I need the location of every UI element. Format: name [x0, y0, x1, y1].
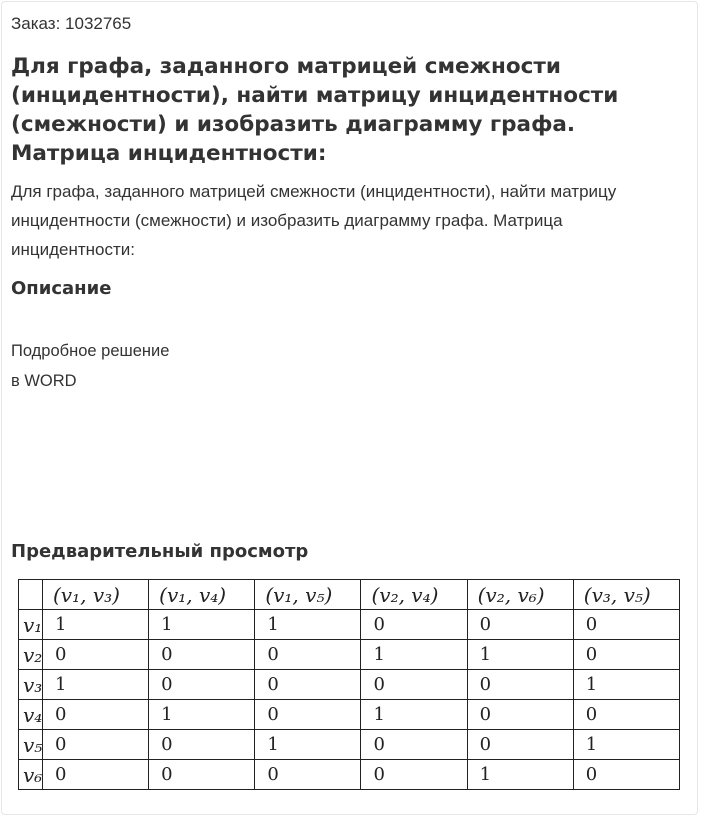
description-heading: Описание: [11, 278, 112, 299]
description-line-2: в WORD: [11, 372, 77, 390]
matrix-cell: 1: [573, 730, 679, 760]
matrix-row-header: v₄: [19, 700, 43, 730]
matrix-corner-cell: [19, 580, 43, 610]
matrix-cell: 0: [361, 760, 467, 790]
matrix-cell: 0: [573, 760, 679, 790]
matrix-cell: 0: [149, 670, 255, 700]
order-number: Заказ: 1032765: [11, 14, 132, 33]
matrix-cell: 0: [43, 760, 149, 790]
matrix-cell: 0: [467, 700, 573, 730]
matrix-column-header: (v₃, v₅): [573, 580, 679, 610]
matrix-row: [19, 610, 680, 640]
matrix-cell: 0: [43, 730, 149, 760]
matrix-cell: 1: [467, 640, 573, 670]
matrix-cell: 1: [255, 610, 361, 640]
matrix-row: [19, 670, 680, 700]
matrix-row-header: v₅: [19, 730, 43, 760]
matrix-cell: 0: [467, 670, 573, 700]
matrix-row: [19, 640, 680, 670]
matrix-column-header: (v₂, v₆): [467, 580, 573, 610]
matrix-row-header: v₃: [19, 670, 43, 700]
page-title: Для графа, заданного матрицей смежности (инцидентности), найти матрицу инцидентности (смежности) и изобразить диаграмму графа. Матрица инцидентности:: [11, 54, 619, 166]
matrix-row-header: v₂: [19, 640, 43, 670]
matrix-cell: 0: [467, 730, 573, 760]
matrix-cell: 0: [573, 610, 679, 640]
matrix-cell: 1: [255, 730, 361, 760]
task-description: Для графа, заданного матрицей смежности (инцидентности), найти матрицу инцидентности (смежности) и изобразить диаграмму графа. Матрица инцидентности:: [11, 182, 617, 259]
preview-heading: Предварительный просмотр: [11, 541, 309, 562]
matrix-cell: 0: [255, 760, 361, 790]
matrix-cell: 0: [573, 640, 679, 670]
matrix-cell: 0: [149, 730, 255, 760]
matrix-cell: 0: [361, 730, 467, 760]
matrix-cell: 1: [573, 670, 679, 700]
matrix-cell: 0: [361, 610, 467, 640]
matrix-cell: 0: [467, 610, 573, 640]
matrix-cell: 1: [43, 670, 149, 700]
matrix-row: [19, 700, 680, 730]
matrix-cell: 0: [149, 760, 255, 790]
matrix-row: [19, 730, 680, 760]
matrix-column-header: (v₁, v₄): [149, 580, 255, 610]
matrix-cell: 1: [361, 700, 467, 730]
matrix-cell: 1: [467, 760, 573, 790]
matrix-cell: 0: [255, 640, 361, 670]
matrix-cell: 1: [361, 640, 467, 670]
matrix-row-header: v₁: [19, 610, 43, 640]
matrix-cell: 0: [573, 700, 679, 730]
matrix-column-header: (v₁, v₅): [255, 580, 361, 610]
order-card: [1, 1, 698, 815]
matrix-row-header: v₆: [19, 760, 43, 790]
matrix-cell: 0: [43, 700, 149, 730]
matrix-cell: 0: [43, 640, 149, 670]
incidence-matrix-table: [18, 579, 680, 790]
matrix-cell: 1: [149, 700, 255, 730]
matrix-column-header: (v₂, v₄): [361, 580, 467, 610]
matrix-cell: 1: [149, 610, 255, 640]
matrix-cell: 0: [255, 700, 361, 730]
matrix-cell: 0: [255, 670, 361, 700]
matrix-cell: 1: [43, 610, 149, 640]
incidence-matrix-body: [19, 580, 680, 790]
matrix-header-row: [19, 580, 680, 610]
matrix-cell: 0: [149, 640, 255, 670]
matrix-column-header: (v₁, v₃): [43, 580, 149, 610]
description-line-1: Подробное решение: [11, 342, 170, 360]
matrix-cell: 0: [361, 670, 467, 700]
matrix-row: [19, 760, 680, 790]
